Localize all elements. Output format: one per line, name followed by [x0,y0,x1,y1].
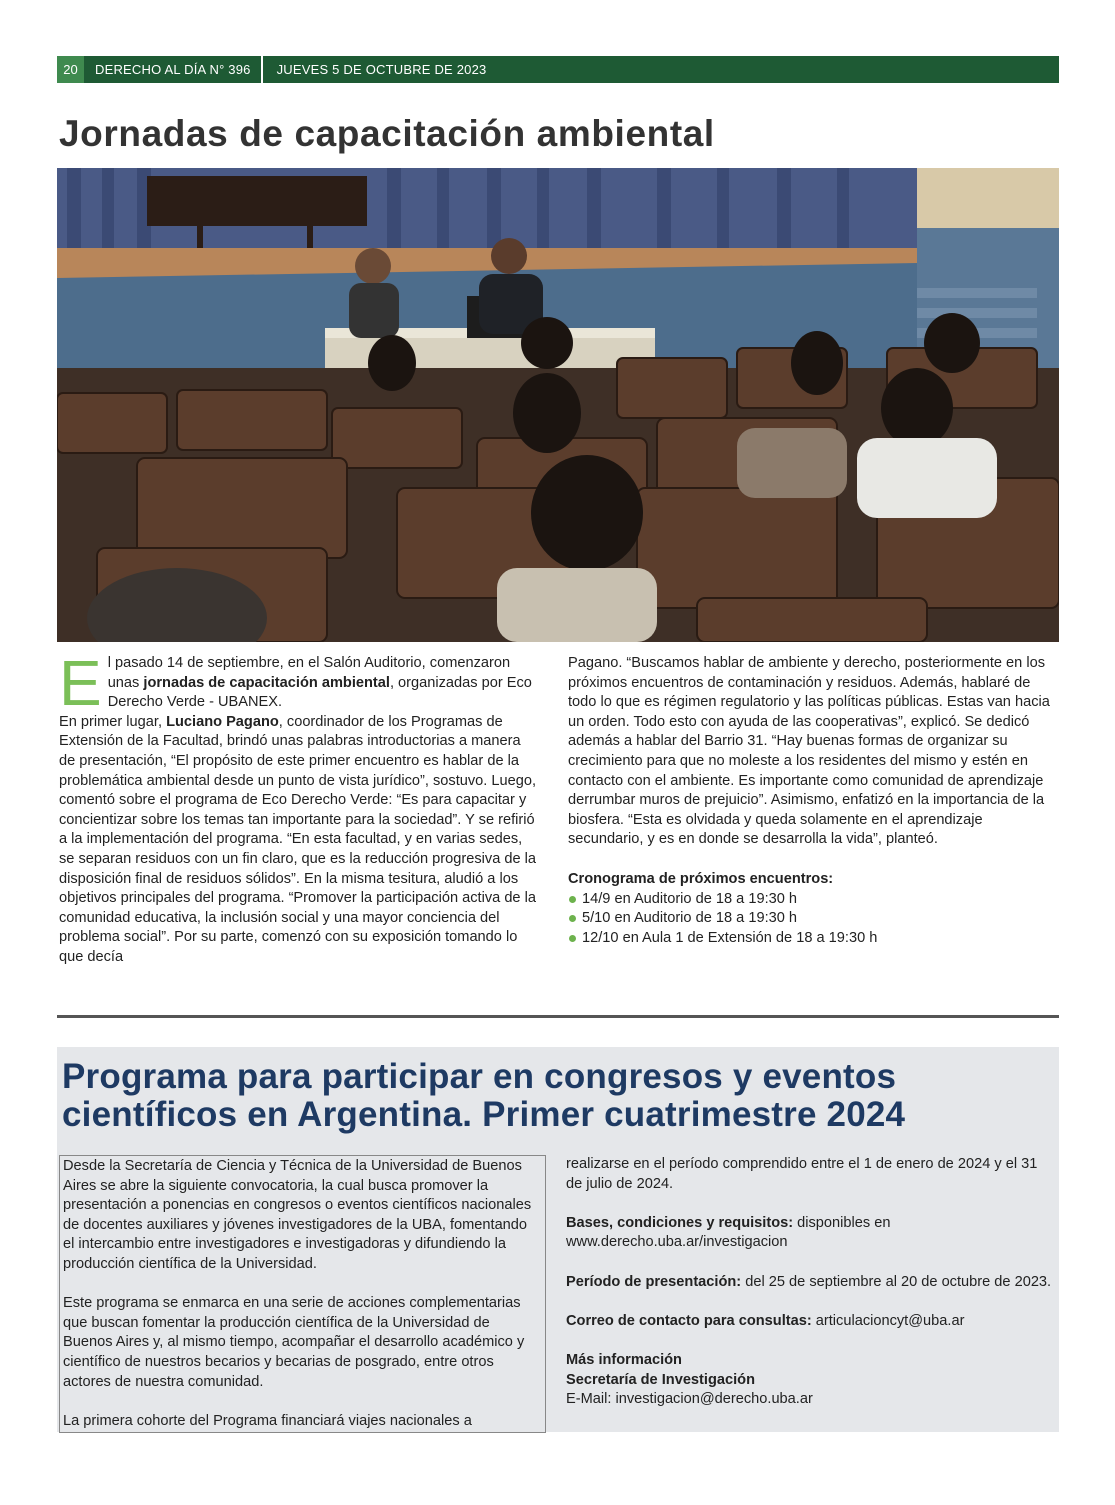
article1-p1-text-end: , organizadas por Eco Derecho Verde - UBANEX. [107,674,532,711]
article2-left-p3: La primera cohorte del Programa financiará viajes nacionales a [63,1412,472,1429]
article2-right-p1: realizarse en el período comprendido entre el 1 de enero de 2024 y el 31 de julio de 2024. [566,1156,1038,1192]
article1-title: Jornadas de capacitación ambiental [59,113,715,154]
page-number: 20 [57,56,84,83]
article2-left-p2: Este programa se enmarca en una serie de acciones complementarias que buscan fomentar la producción científica de la Universidad de Buenos Aires y, al mismo tiempo, acompañar el desarrollo académico y científico de nuestros becarios y becarias de posgrado, entre otros actores de nuestra comunidad. [63,1295,525,1390]
article2-left-p1: Desde la Secretaría de Ciencia y Técnica de la Universidad de Buenos Aires se abre la siguiente convocatoria, la cual busca promover la presentación a ponencias en congresos o eventos científicos nacionales de docentes auxiliares y jóvenes investigadores de la UBA, fomentando el intercambio entre investigadores e investigadoras y difundiendo la producción científica de la Universidad. [63,1158,532,1272]
article1-p1-bold: jornadas de capacitación ambiental [143,674,390,691]
article2-title: Programa para participar en congresos y eventos científicos en Argentina. Primer cuatrimestre 2024 [62,1057,906,1134]
article1-p1-text: l pasado 14 de septiembre, en el Salón Auditorio, comenzaron unas [107,655,511,691]
schedule-item: 14/9 en Auditorio de 18 a 19:30 h [568,890,1060,910]
article1-p2-text-end: , coordinador de los Programas de Extensión de la Facultad, brindó unas palabras introductorias a manera de presentación, “El propósito de este primer encuentro es hablar de la problemática ambiental desde un punto de vista jurídico”, sostuvo. Luego, comentó sobre el programa de Eco Derecho Verde: “Es para capacitar y concientizar sobre los temas tan importante para la sociedad”. Y se refirió a la implementación del programa. “En esta facultad, y en varias sedes, se separan residuos con un fin claro, que es la reducción progresiva de la disposición final de residuos sólidos”. En la misma tesitura, aludió a los objetivos principales del programa. “Promover la participación activa de la comunidad educativa, la inclusión social y una mayor conciencia del problema social”. Por su parte, comenzó con su exposición tomando lo que decía [59,713,537,965]
page-header [57,56,1059,83]
bases-value: disponibles en www.derecho.uba.ar/investigacion [566,1214,891,1251]
auditorium-photo [57,168,1059,642]
article1-column-right [568,654,1060,948]
schedule-title: Cronograma de próximos encuentros: [568,870,834,887]
article2-column-left [59,1155,546,1433]
article2-column-right [566,1155,1056,1410]
section-name: DERECHO AL DÍA N° 396 [84,56,263,83]
article1-p3: Pagano. “Buscamos hablar de ambiente y derecho, posteriormente en los próximos encuentros de contaminación y residuos. Además, hablaré de todo lo que es régimen regulatorio y las políticas públicas. Estas van hacia un orden. Todo esto con ayuda de las cooperativas”, explicó. Se dedicó además a hablar del Barrio 31. “Hay buenas formas de organizar su crecimiento para que no moleste a los residentes del mismo y estén en contacto con el ambiente. Es importante como comunidad de aprendizaje derrumbar muros de prejuicio”. Asimismo, enfatizó en la importancia de la biosfera. “Esta es olvidada y queda solamente en el aprendizaje secundario, y es en donde se desarrolla la vida”, planteó. [568,655,1050,848]
schedule-list [568,890,1060,949]
section-divider [57,1015,1059,1018]
dropcap-letter: E [59,647,102,719]
more-info-email: E-Mail: investigacion@derecho.uba.ar [566,1391,813,1408]
more-info-label: Más información [566,1351,682,1368]
article1-p2-bold: Luciano Pagano [166,713,279,730]
schedule-item: 5/10 en Auditorio de 18 a 19:30 h [568,909,1060,929]
article1-p2-text: En primer lugar, [59,713,167,730]
contact-label: Correo de contacto para consultas: [566,1312,812,1329]
more-info-dept: Secretaría de Investigación [566,1371,755,1388]
period-value: del 25 de septiembre al 20 de octubre de 2023. [741,1273,1052,1290]
issue-date: JUEVES 5 DE OCTUBRE DE 2023 [276,62,487,77]
schedule-item: 12/10 en Aula 1 de Extensión de 18 a 19:30 h [568,929,1060,949]
article1-column-left [59,647,537,968]
contact-email: articulacioncyt@uba.ar [811,1312,965,1329]
bases-label: Bases, condiciones y requisitos: [566,1214,794,1231]
period-label: Período de presentación: [566,1273,742,1290]
